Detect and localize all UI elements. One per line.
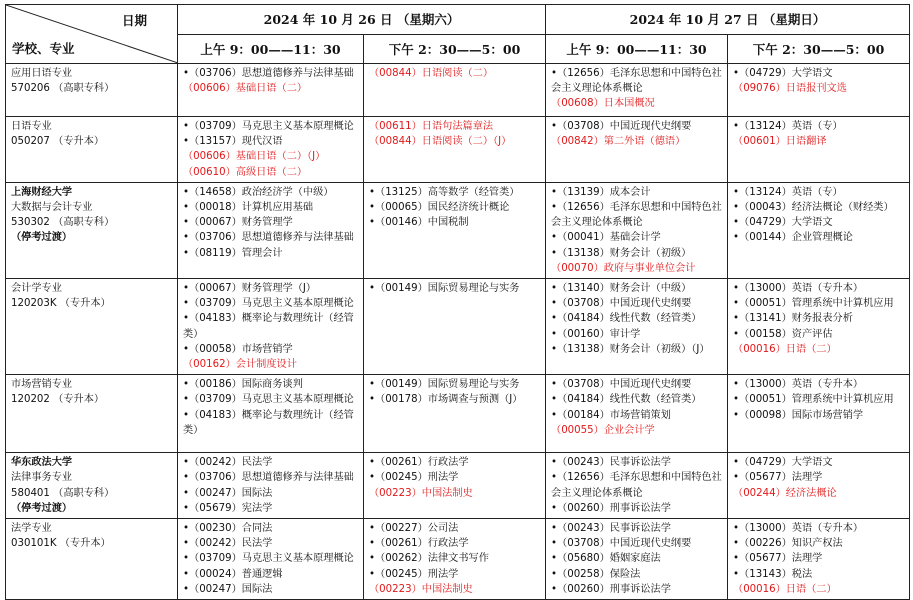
course-entry: •（04183）概率论与数理统计（经管类） (183, 409, 354, 436)
course-entry: •（04729）大学语文 (733, 68, 833, 79)
course-entry: •（00043）经济法概论（财经类） (733, 202, 894, 214)
course-entry: •（13138）财务会计（初级） (551, 247, 692, 259)
school-major-cell (6, 64, 178, 117)
day-1-afternoon-courses-cell (364, 279, 546, 375)
day-2-afternoon-courses-cell (728, 453, 910, 519)
day-1-morning-courses-cell (178, 117, 364, 183)
course-entry: •（00041）基础会计学 (551, 232, 661, 244)
course-entry: •（00067）财务管理学（J） (183, 283, 317, 295)
corner-date-label: 日期 (121, 13, 147, 28)
course-entry: •（13140）财务会计（中级） (551, 283, 692, 295)
exam-schedule-table (5, 4, 910, 600)
major-info-line: （停考过渡） (11, 502, 73, 514)
course-entry: •（03706）思想道德修养与法律基础 (183, 232, 354, 244)
major-info-line: 570206 （高职专科） (11, 83, 115, 95)
day-2-morning-courses-cell (546, 519, 728, 600)
course-entry: •（00149）国际贸易理论与实务 (369, 379, 520, 391)
course-entry: •（00067）财务管理学 (183, 217, 293, 229)
course-entry-highlighted: （00842）第二外语（德语） (551, 136, 686, 148)
day-2-afternoon-courses-cell (728, 64, 910, 117)
day-1-date: 2024 年 10 月 26 日 （星期六） (178, 5, 546, 35)
course-entry: •（13124）英语（专） (733, 121, 843, 132)
course-entry: •（00245）刑法学 (369, 472, 459, 484)
day-2-date: 2024 年 10 月 27 日 （星期日） (546, 5, 910, 35)
course-entry: •（00051）管理系统中计算机应用 (733, 298, 894, 310)
course-entry: •（03709）马克思主义基本原理概论 (183, 553, 354, 565)
major-info-line: 市场营销专业 (11, 379, 73, 391)
day-2-morning-courses-cell (546, 375, 728, 453)
major-info-line: 会计学专业 (11, 283, 62, 295)
course-entry: •（08119）管理会计 (183, 247, 283, 259)
course-entry: •（05677）法理学 (733, 553, 823, 565)
corner-school-major-label: 学校、专业 (12, 41, 75, 56)
day-1-morning-courses-cell (178, 279, 364, 375)
course-entry-highlighted: （00601）日语翻译 (733, 136, 827, 148)
course-entry: •（00247）国际法 (183, 583, 273, 595)
school-major-cell (6, 117, 178, 183)
day-2-afternoon-courses-cell (728, 182, 910, 278)
course-entry-highlighted: （00016）日语（二） (733, 583, 837, 595)
course-entry: •（00243）民事诉讼法学 (551, 457, 671, 469)
day-2-morning-courses-cell (546, 182, 728, 278)
course-entry-highlighted: （00610）高级日语（二） (183, 166, 308, 178)
major-info-line: 030101K （专升本） (11, 538, 111, 550)
course-entry: •（13141）财务报表分析 (733, 313, 853, 325)
major-info-line: 日语专业 (11, 121, 52, 132)
major-info-line: 580401 （高职专科） (11, 487, 115, 499)
course-entry: •（00226）知识产权法 (733, 538, 843, 550)
course-entry: •（13000）英语（专升本） (733, 379, 864, 391)
course-entry: •（00260）刑事诉讼法学 (551, 502, 671, 514)
course-entry: •（03706）思想道德修养与法律基础 (183, 472, 354, 484)
course-entry: •（00242）民法学 (183, 538, 273, 550)
course-entry: •（03706）思想道德修养与法律基础 (183, 68, 354, 79)
course-entry: •（05679）宪法学 (183, 502, 273, 514)
course-entry: •（03709）马克思主义基本原理概论 (183, 121, 354, 132)
schedule-row (6, 279, 910, 375)
course-entry-highlighted: （00016）日语（二） (733, 343, 837, 355)
day-2-morning-session: 上午 9：00——11：30 (546, 34, 728, 64)
course-entry-highlighted: （00844）日语阅读（二）（J） (369, 136, 512, 148)
course-entry: •（04729）大学语文 (733, 457, 833, 469)
course-entry-highlighted: （00844）日语阅读（二） (369, 68, 494, 79)
course-entry: •（00186）国际商务谈判 (183, 379, 303, 391)
major-info-line: 大数据与会计专业 (11, 202, 93, 214)
course-entry: •（00098）国际市场营销学 (733, 409, 864, 421)
schedule-row (6, 64, 910, 117)
course-entry: •（13139）成本会计 (551, 186, 651, 198)
major-info-line: 120203K （专升本） (11, 298, 111, 310)
major-info-line: 华东政法大学 (11, 457, 73, 469)
course-entry: •（00261）行政法学 (369, 538, 469, 550)
day-1-afternoon-courses-cell (364, 453, 546, 519)
course-entry: •（00160）审计学 (551, 328, 641, 340)
major-info-line: 法学专业 (11, 523, 52, 535)
course-entry: •（13157）现代汉语 (183, 136, 283, 148)
course-entry-highlighted: （00606）基础日语（二）（J） (183, 151, 326, 163)
course-entry: •（00258）保险法 (551, 568, 641, 580)
day-2-morning-courses-cell (546, 279, 728, 375)
schedule-row (6, 519, 910, 600)
school-major-cell (6, 279, 178, 375)
course-entry: •（04729）大学语文 (733, 217, 833, 229)
schedule-body (6, 64, 910, 600)
course-entry: •（00018）计算机应用基础 (183, 202, 314, 214)
course-entry: •（03708）中国近现代史纲要 (551, 121, 692, 132)
schedule-row (6, 375, 910, 453)
day-2-morning-courses-cell (546, 64, 728, 117)
school-major-cell (6, 519, 178, 600)
day-1-morning-courses-cell (178, 453, 364, 519)
course-entry: •（12656）毛泽东思想和中国特色社会主义理论体系概论 (551, 68, 722, 95)
course-entry-highlighted: （09076）日语报刊文选 (733, 83, 847, 95)
course-entry: •（12656）毛泽东思想和中国特色社会主义理论体系概论 (551, 472, 722, 499)
course-entry-highlighted: （00223）中国法制史 (369, 487, 473, 499)
day-2-afternoon-courses-cell (728, 117, 910, 183)
course-entry: •（04183）概率论与数理统计（经管类） (183, 313, 354, 340)
course-entry: •（13000）英语（专升本） (733, 283, 864, 295)
course-entry-highlighted: （00070）政府与事业单位会计 (551, 262, 696, 274)
course-entry: •（13143）税法 (733, 568, 813, 580)
day-1-afternoon-courses-cell (364, 182, 546, 278)
school-major-cell (6, 375, 178, 453)
course-entry: •（13000）英语（专升本） (733, 523, 864, 535)
course-entry: •（00261）行政法学 (369, 457, 469, 469)
day-1-morning-courses-cell (178, 519, 364, 600)
course-entry-highlighted: （00055）企业会计学 (551, 424, 655, 436)
school-major-cell (6, 182, 178, 278)
course-entry: •（00051）管理系统中计算机应用 (733, 394, 894, 406)
course-entry: •（03708）中国近现代史纲要 (551, 298, 692, 310)
major-info-line: （停考过渡） (11, 232, 73, 244)
course-entry: •（04184）线性代数（经管类） (551, 394, 702, 406)
course-entry: •（00144）企业管理概论 (733, 232, 853, 244)
day-2-afternoon-courses-cell (728, 375, 910, 453)
header-corner-cell (6, 5, 178, 64)
day-2-morning-courses-cell (546, 117, 728, 183)
course-entry-highlighted: （00244）经济法概论 (733, 487, 837, 499)
course-entry: •（00227）公司法 (369, 523, 459, 535)
course-entry: •（13125）高等数学（经管类） (369, 186, 520, 198)
exam-schedule-sheet (5, 4, 909, 595)
schedule-row (6, 453, 910, 519)
major-info-line: 120202 （专升本） (11, 394, 105, 406)
major-info-line: 050207 （专升本） (11, 136, 105, 148)
day-2-afternoon-courses-cell (728, 519, 910, 600)
course-entry: •（03708）中国近现代史纲要 (551, 538, 692, 550)
course-entry: •（00158）资产评估 (733, 328, 833, 340)
day-1-afternoon-courses-cell (364, 64, 546, 117)
course-entry-highlighted: （00606）基础日语（二） (183, 83, 308, 95)
course-entry: •（00149）国际贸易理论与实务 (369, 283, 520, 295)
course-entry: •（00230）合同法 (183, 523, 273, 535)
course-entry: •（05680）婚姻家庭法 (551, 553, 661, 565)
course-entry: •（00178）市场调查与预测（J） (369, 394, 523, 406)
course-entry: •（13124）英语（专） (733, 186, 843, 198)
course-entry: •（00184）市场营销策划 (551, 409, 671, 421)
day-1-morning-courses-cell (178, 182, 364, 278)
course-entry: •（00242）民法学 (183, 457, 273, 469)
course-entry: •（03709）马克思主义基本原理概论 (183, 394, 354, 406)
course-entry: •（12656）毛泽东思想和中国特色社会主义理论体系概论 (551, 202, 722, 229)
major-info-line: 530302 （高职专科） (11, 217, 115, 229)
course-entry: •（14658）政治经济学（中级） (183, 186, 334, 198)
course-entry: •（00058）市场营销学 (183, 343, 293, 355)
day-2-morning-courses-cell (546, 453, 728, 519)
day-1-afternoon-session: 下午 2：30——5：00 (364, 34, 546, 64)
day-1-afternoon-courses-cell (364, 375, 546, 453)
school-major-cell (6, 453, 178, 519)
course-entry-highlighted: （00611）日语句法篇章法 (369, 121, 494, 132)
course-entry: •（00146）中国税制 (369, 217, 469, 229)
major-info-line: 上海财经大学 (11, 186, 73, 198)
day-1-morning-session: 上午 9：00——11：30 (178, 34, 364, 64)
day-1-morning-courses-cell (178, 375, 364, 453)
course-entry-highlighted: （00608）日本国概况 (551, 98, 655, 110)
day-2-afternoon-session: 下午 2：30——5：00 (728, 34, 910, 64)
day-1-afternoon-courses-cell (364, 519, 546, 600)
course-entry: •（03709）马克思主义基本原理概论 (183, 298, 354, 310)
day-2-afternoon-courses-cell (728, 279, 910, 375)
course-entry-highlighted: （00223）中国法制史 (369, 583, 473, 595)
schedule-row (6, 117, 910, 183)
course-entry: •（05677）法理学 (733, 472, 823, 484)
course-entry: •（00065）国民经济统计概论 (369, 202, 510, 214)
schedule-row (6, 182, 910, 278)
course-entry: •（03708）中国近现代史纲要 (551, 379, 692, 391)
course-entry: •（04184）线性代数（经管类） (551, 313, 702, 325)
course-entry: •（00245）刑法学 (369, 568, 459, 580)
course-entry: •（00262）法律文书写作 (369, 553, 489, 565)
course-entry: •（00247）国际法 (183, 487, 273, 499)
day-1-afternoon-courses-cell (364, 117, 546, 183)
major-info-line: 法律事务专业 (11, 472, 73, 484)
course-entry: •（00260）刑事诉讼法学 (551, 583, 671, 595)
course-entry-highlighted: （00162）会计制度设计 (183, 359, 297, 371)
course-entry: •（13138）财务会计（初级）（J） (551, 343, 710, 355)
course-entry: •（00024）普通逻辑 (183, 568, 283, 580)
day-1-morning-courses-cell (178, 64, 364, 117)
course-entry: •（00243）民事诉讼法学 (551, 523, 671, 535)
major-info-line: 应用日语专业 (11, 68, 73, 79)
